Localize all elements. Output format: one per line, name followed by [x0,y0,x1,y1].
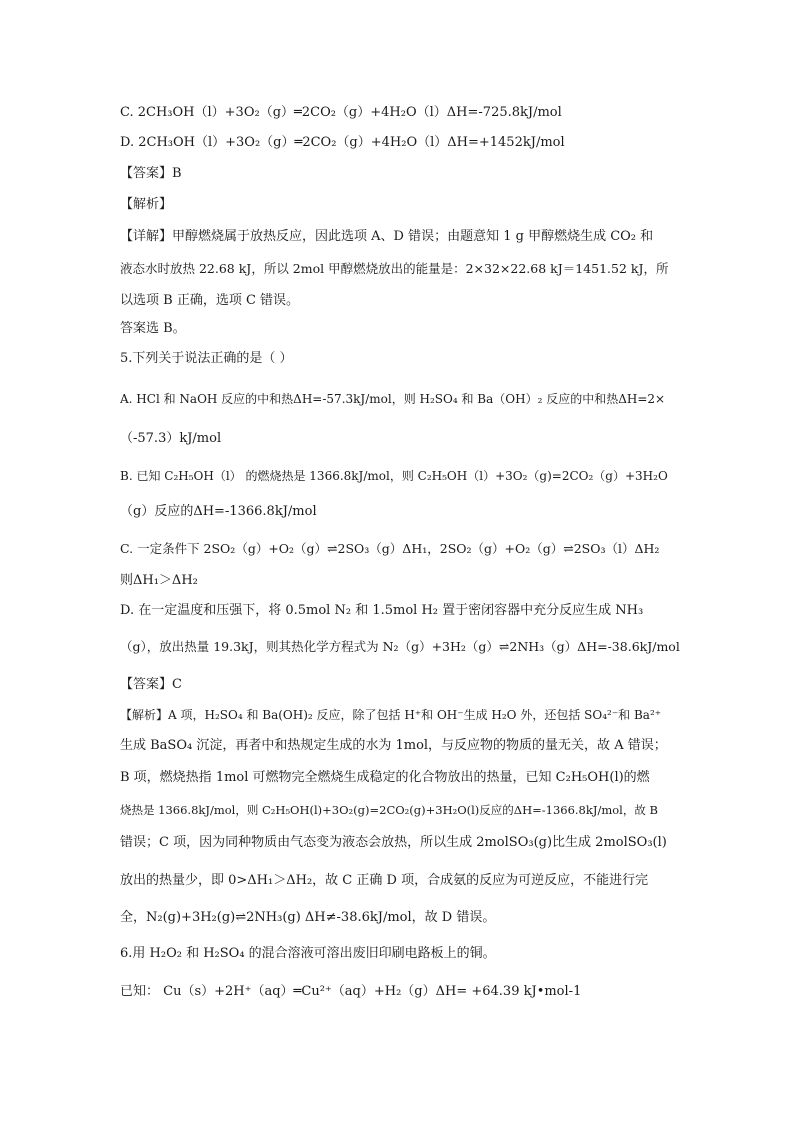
option-a-q5-line-2: （-57.3）kJ/mol [120,431,222,446]
analysis-q5-line-7: 全，N₂(g)+3H₂(g)⇌2NH₃(g) ΔH≠-38.6kJ/mol，故 D 错误。 [120,910,496,925]
detail-q4-line-1: 【详解】甲醇燃烧属于放热反应，因此选项 A、D 错误；由题意知 1 g 甲醇燃烧生成 CO₂ 和 [120,229,654,244]
analysis-q5-line-1: 【解析】A 项，H₂SO₄ 和 Ba(OH)₂ 反应，除了包括 H⁺和 OH⁻生成 H₂O 外，还包括 SO₄²⁻和 Ba²⁺ [120,708,662,722]
option-d-q5-line-2: （g），放出热量 19.3kJ，则其热化学方程式为 N₂（g）+3H₂（g）⇌2NH₃（g）ΔH=-38.6kJ/mol [120,639,680,654]
question-6-stem: 6.用 H₂O₂ 和 H₂SO₄ 的混合溶液可溶出废旧印刷电路板上的铜。 [120,946,496,961]
answer-q4: 【答案】B [120,166,182,181]
choose-q4: 答案选 B。 [120,321,186,336]
option-b-q5-line-1: B. 已知 C₂H₅OH（l） 的燃烧热是 1366.8kJ/mol，则 C₂H₅OH（l）+3O₂（g)=2CO₂（g）+3H₂O [120,469,668,483]
analysis-q5-line-5: 错误；C 项，因为同种物质由气态变为液态会放热，所以生成 2molSO₃(g)比生成 2molSO₃(l) [120,835,667,850]
detail-q4-line-3: 以选项 B 正确，选项 C 错误。 [120,293,300,308]
analysis-q5-line-4: 烧热是 1366.8kJ/mol，则 C₂H₅OH(l)+3O₂(g)=2CO₂(g)+3H₂O(l)反应的ΔH=-1366.8kJ/mol，故 B [120,803,658,817]
analysis-label-q4: 【解析】 [120,197,173,212]
option-b-q5-line-2: （g）反应的ΔH=-1366.8kJ/mol [120,504,317,519]
option-c-q4: C. 2CH₃OH（l）+3O₂（g）═2CO₂（g）+4H₂O（l）ΔH=-725.8kJ/mol [120,105,562,120]
option-d-q4: D. 2CH₃OH（l）+3O₂（g）═2CO₂（g）+4H₂O（l）ΔH=+1452kJ/mol [120,135,565,150]
question-5-stem: 5.下列关于说法正确的是（ ） [120,351,293,366]
analysis-q5-line-3: B 项，燃烧热指 1mol 可燃物完全燃烧生成稳定的化合物放出的热量，已知 C₂H₅OH(l)的燃 [120,770,650,785]
known-equation-q6: 已知： Cu（s）+2H⁺（aq）═Cu²⁺（aq）+H₂（g）ΔH= +64.39 kJ•mol-1 [120,984,582,999]
detail-q4-line-2: 液态水时放热 22.68 kJ，所以 2mol 甲醇燃烧放出的能量是：2×32×22.68 kJ＝1451.52 kJ，所 [120,261,669,276]
option-c-q5-line-2: 则ΔH₁＞ΔH₂ [120,573,198,588]
option-d-q5-line-1: D. 在一定温度和压强下，将 0.5mol N₂ 和 1.5mol H₂ 置于密闭容器中充分反应生成 NH₃ [120,603,644,618]
analysis-q5-line-2: 生成 BaSO₄ 沉淀，再者中和热规定生成的水为 1mol，与反应物的物质的量无关，故 A 错误； [120,738,667,753]
option-c-q5-line-1: C. 一定条件下 2SO₂（g）+O₂（g）⇌2SO₃（g）ΔH₁，2SO₂（g）+O₂（g）⇌2SO₃（l）ΔH₂ [120,541,660,556]
option-a-q5-line-1: A. HCl 和 NaOH 反应的中和热ΔH=-57.3kJ/mol，则 H₂SO₄ 和 Ba（OH）₂ 反应的中和热ΔH=2× [120,392,666,406]
analysis-q5-line-6: 放出的热量少，即 0>ΔH₁＞ΔH₂，故 C 正确 D 项，合成氨的反应为可逆反应，不能进行完 [120,873,649,888]
answer-q5: 【答案】C [120,677,182,692]
